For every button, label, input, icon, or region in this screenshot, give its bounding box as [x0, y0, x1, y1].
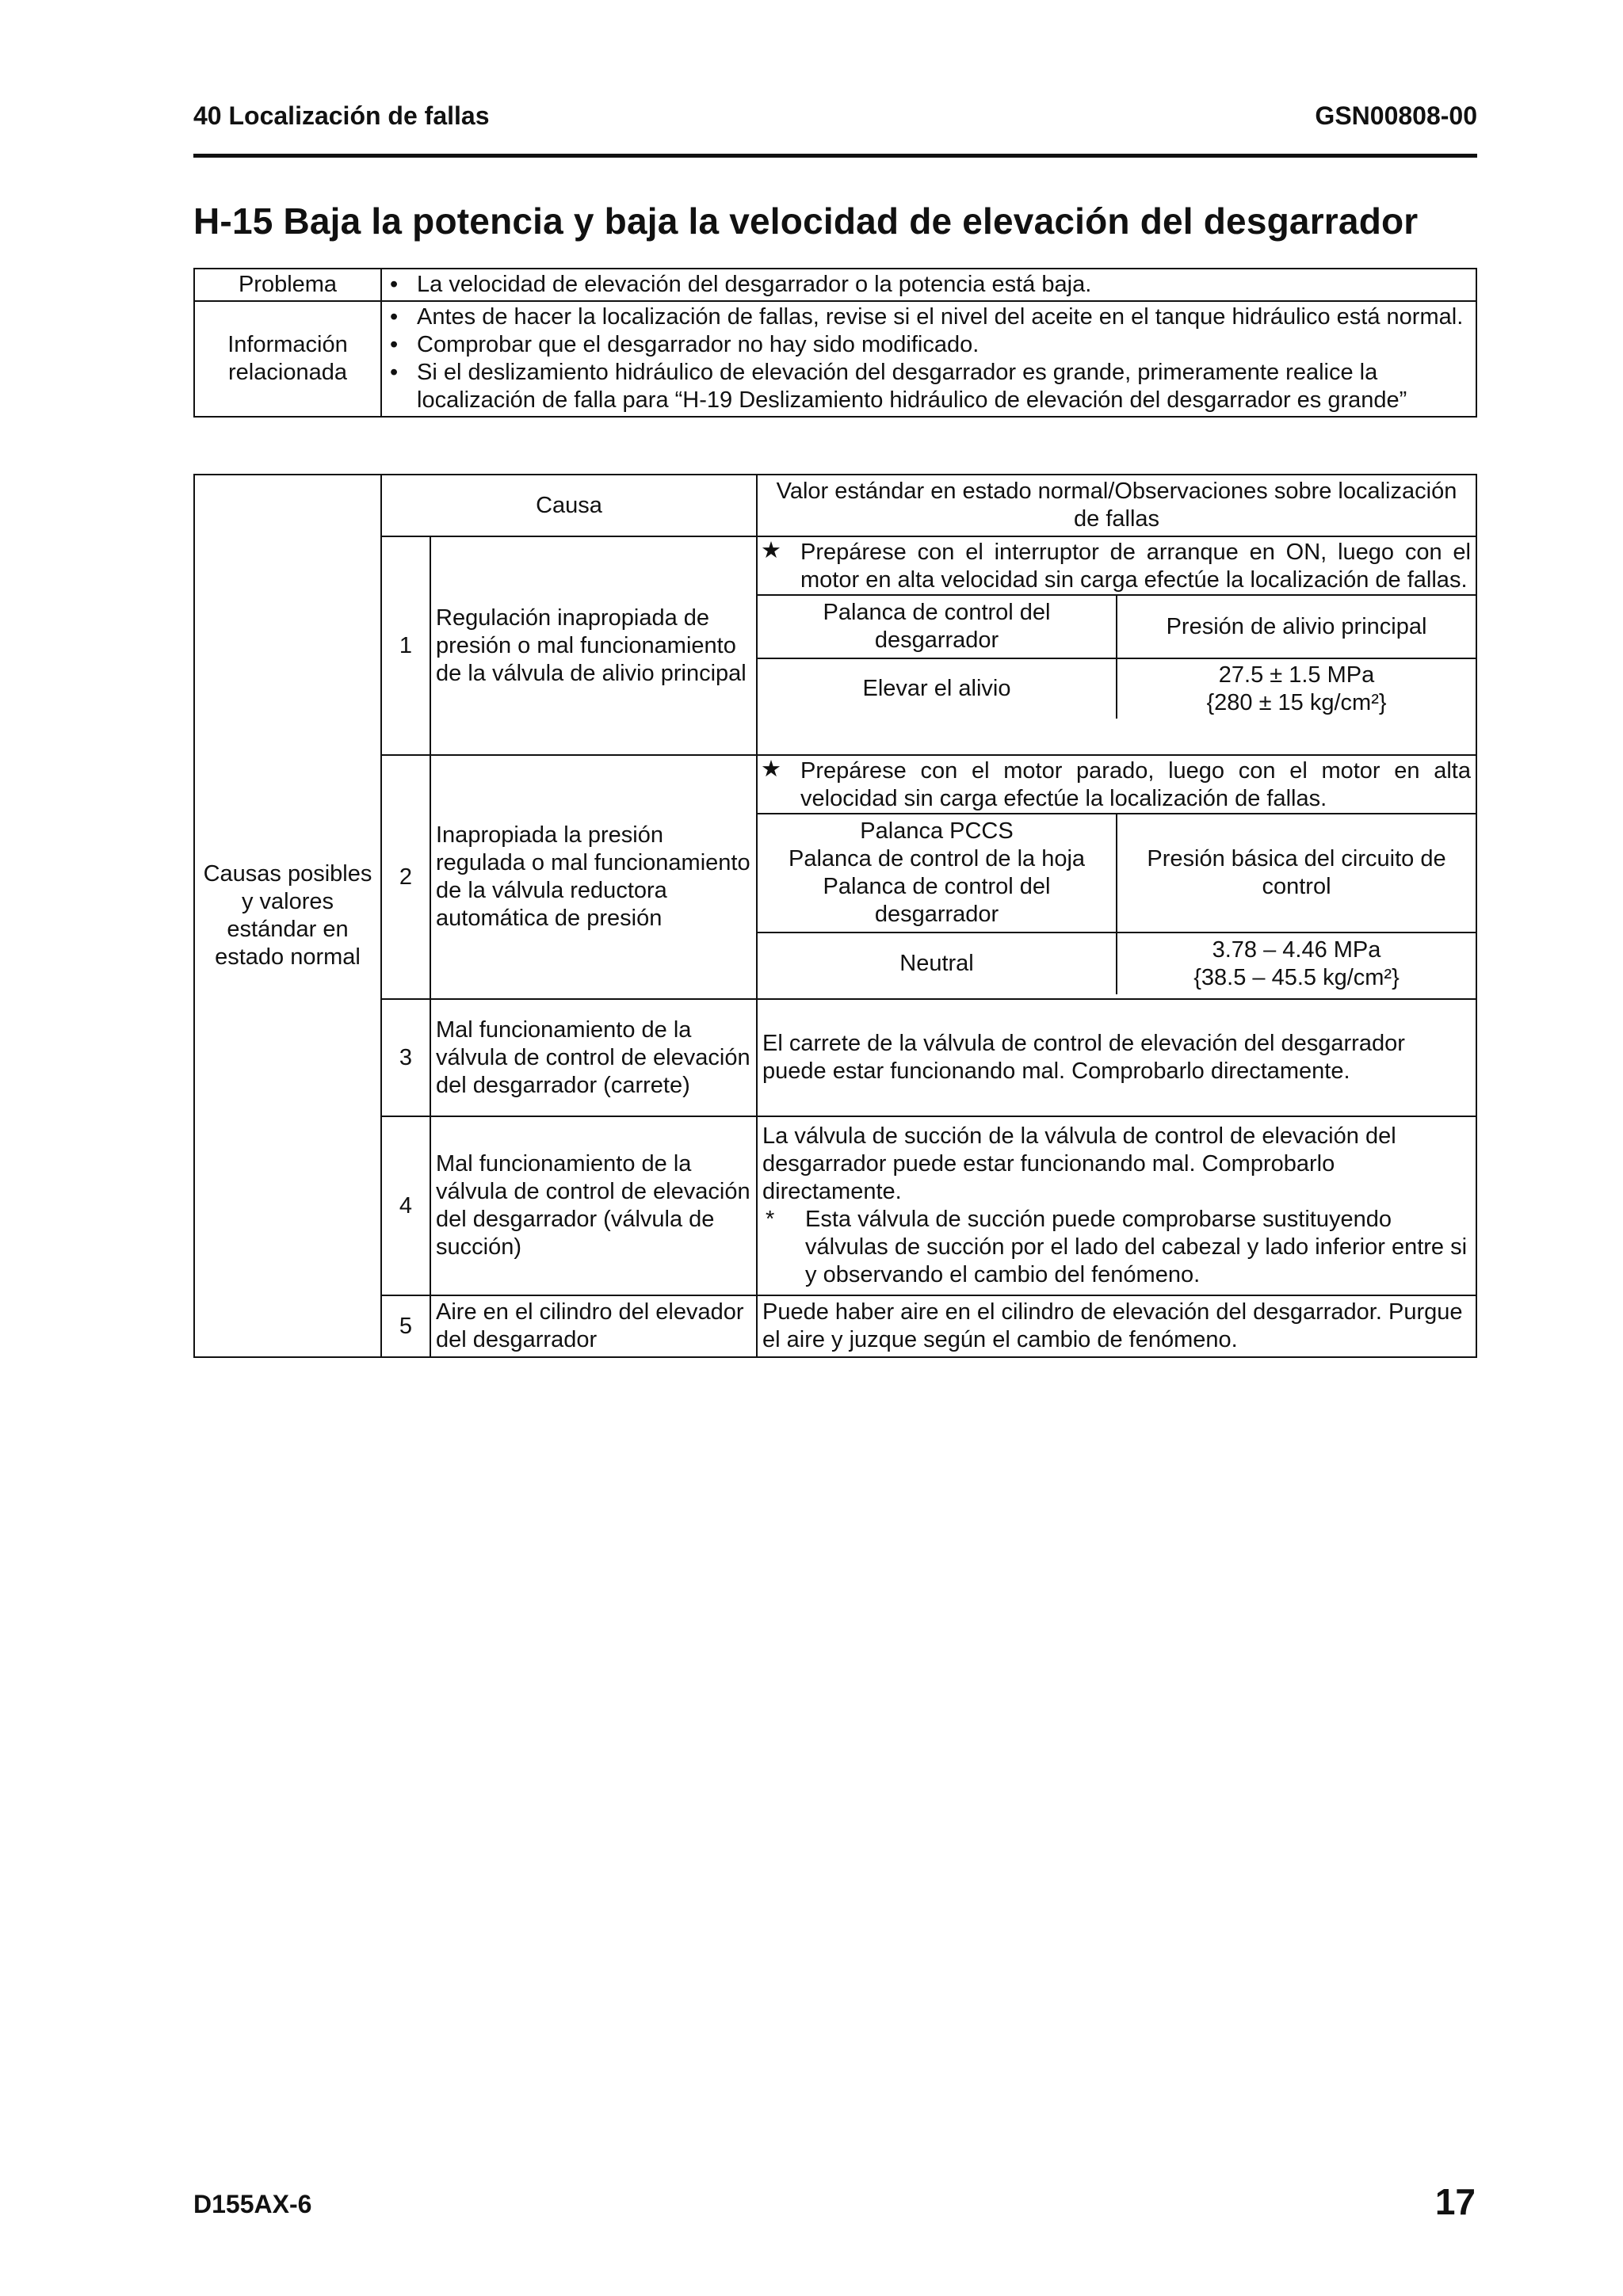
causes-header-row [194, 475, 1476, 536]
check-note [762, 1206, 1471, 1289]
problem-item: • La velocidad de elevación del desgarrador o la potencia está baja. [387, 271, 1471, 299]
problem-row [194, 269, 1476, 301]
cause-number: 4 [381, 1116, 430, 1295]
value-header: Presión de alivio principal [1117, 595, 1476, 658]
procedure-text: Prepárese con el motor parado, luego con el motor en alta velocidad sin carga efectúe la localización de fallas. [800, 758, 1471, 811]
cause-row-4 [194, 1116, 1476, 1295]
condition-value: Elevar el alivio [758, 658, 1117, 719]
related-label [194, 301, 381, 417]
cause-text: Inapropiada la presión regulada o mal funcionamiento de la válvula reductora automática de presión [430, 755, 757, 999]
standard-value-row [758, 658, 1476, 719]
star-icon: ★ [761, 538, 782, 563]
cause-remark [757, 1116, 1476, 1295]
value-mpa: 27.5 ± 1.5 MPa [1218, 662, 1375, 688]
problem-text [381, 269, 1476, 301]
cause-number: 5 [381, 1295, 430, 1357]
cause-value-cell [757, 755, 1476, 999]
cause-row-5 [194, 1295, 1476, 1357]
value-mpa: 3.78 – 4.46 MPa [1212, 936, 1381, 963]
standard-value-row [758, 933, 1476, 994]
page-header [193, 98, 1477, 158]
lever-ripper: Palanca de control del desgarrador [823, 874, 1051, 927]
item-header [758, 814, 1117, 933]
related-item: • Antes de hacer la localización de fallas, revise si el nivel del aceite en el tanque hidráulico está normal. [387, 303, 1471, 331]
cause-number: 2 [381, 755, 430, 999]
cause-text: Mal funcionamiento de la válvula de control de elevación del desgarrador (válvula de succión) [430, 1116, 757, 1295]
page-number: 17 [1434, 2181, 1476, 2222]
condition-value: Neutral [758, 933, 1117, 994]
cause-text: Mal funcionamiento de la válvula de control de elevación del desgarrador (carrete) [430, 999, 757, 1116]
cause-row-1 [194, 536, 1476, 755]
standard-value [1117, 933, 1476, 994]
cause-remark: Puede haber aire en el cilindro de elevación del desgarrador. Purgue el aire y juzque según el cambio de fenómeno. [757, 1295, 1476, 1357]
standard-value-table [758, 594, 1476, 719]
related-item: • Si el deslizamiento hidráulico de elevación del desgarrador es grande, primeramente realice la localización de falla para “H-19 Deslizamiento hidráulico de elevación del desgarrador es grande” [387, 359, 1471, 414]
cause-text: Regulación inapropiada de presión o mal funcionamiento de la válvula de alivio principal [430, 536, 757, 755]
note-text: Esta válvula de succión puede comprobarse sustituyendo válvulas de succión por el lado del cabezal y lado inferior entre si y observando el cambio del fenómeno. [805, 1207, 1468, 1287]
procedure-text: Prepárese con el interruptor de arranque en ON, luego con el motor en alta velocidad sin carga efectúe la localización de fallas. [800, 540, 1471, 593]
value-kgcm2: {280 ± 15 kg/cm²} [1206, 689, 1387, 715]
standard-value [1117, 658, 1476, 719]
related-row [194, 301, 1476, 417]
remark-text: La válvula de succión de la válvula de control de elevación del desgarrador puede estar funcionando mal. Comprobarlo directamente. [762, 1123, 1396, 1204]
problem-label: Problema [194, 269, 381, 301]
cause-value-cell [757, 536, 1476, 755]
asterisk-icon: * [766, 1207, 775, 1232]
cause-row-2 [194, 755, 1476, 999]
cause-row-3 [194, 999, 1476, 1116]
value-kgcm2: {38.5 – 45.5 kg/cm²} [1193, 964, 1400, 990]
cause-number: 1 [381, 536, 430, 755]
procedure-note [758, 537, 1476, 594]
document-code: GSN00808-00 [1315, 101, 1477, 130]
cause-column-header: Causa [381, 475, 757, 536]
cause-text: Aire en el cilindro del elevador del desgarrador [430, 1295, 757, 1357]
model-name: D155AX-6 [193, 2190, 312, 2218]
standard-value-header [758, 595, 1476, 658]
related-label-line1: Información [227, 332, 348, 357]
related-label-line2: relacionada [228, 360, 347, 385]
lever-blade: Palanca de control de la hoja [788, 846, 1086, 871]
causes-side-label: Causas posibles y valores estándar en estado normal [194, 475, 381, 1357]
standard-value-table [758, 813, 1476, 994]
star-icon: ★ [761, 757, 782, 782]
value-column-header: Valor estándar en estado normal/Observaciones sobre localización de fallas [757, 475, 1476, 536]
value-header: Presión básica del circuito de control [1117, 814, 1476, 933]
item-header: Palanca de control del desgarrador [758, 595, 1117, 658]
related-text [381, 301, 1476, 417]
lever-pccs: Palanca PCCS [860, 818, 1014, 844]
causes-table [193, 474, 1477, 1358]
related-item: • Comprobar que el desgarrador no hay sido modificado. [387, 331, 1471, 359]
problem-table [193, 268, 1477, 418]
page-title: H-15 Baja la potencia y baja la velocidad de elevación del desgarrador [193, 200, 1419, 242]
standard-value-header [758, 814, 1476, 933]
cause-remark: El carrete de la válvula de control de elevación del desgarrador puede estar funcionando mal. Comprobarlo directamente. [757, 999, 1476, 1116]
section-title: 40 Localización de fallas [193, 101, 490, 130]
procedure-note [758, 756, 1476, 813]
cause-number: 3 [381, 999, 430, 1116]
